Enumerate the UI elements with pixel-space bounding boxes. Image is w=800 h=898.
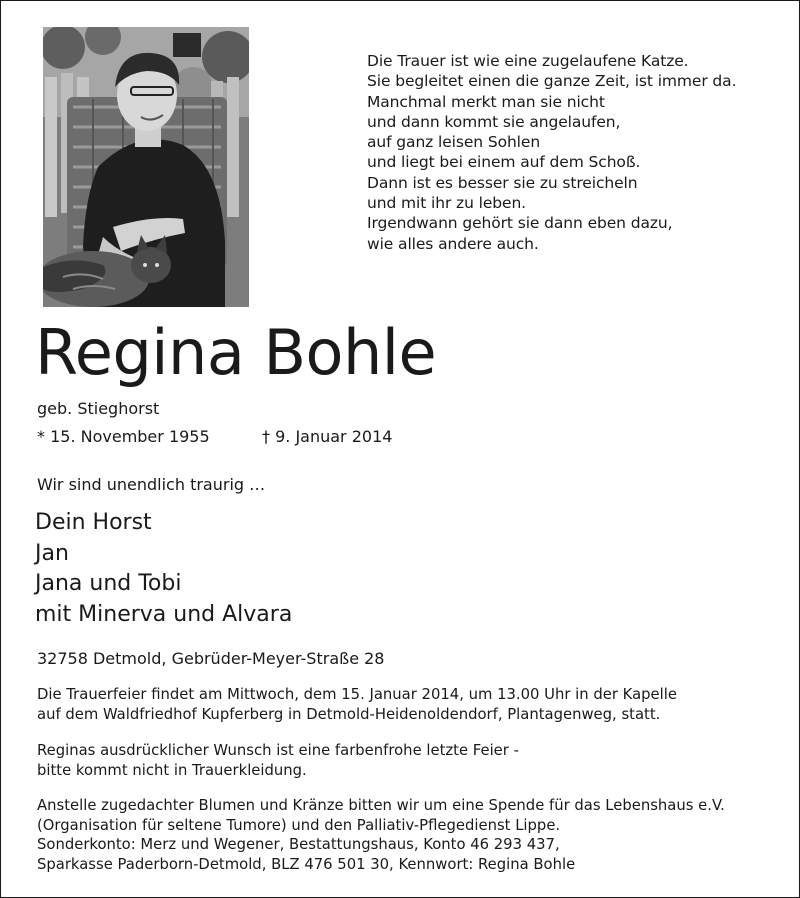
- poem-line: und dann kommt sie angelaufen,: [367, 112, 621, 131]
- wish-line: bitte kommt nicht in Trauerkleidung.: [37, 761, 307, 779]
- life-dates: [37, 427, 393, 447]
- death-date: † 9. Januar 2014: [262, 427, 393, 446]
- donation-line: (Organisation für seltene Tumore) und den Palliativ-Pflegedienst Lippe.: [37, 816, 561, 834]
- portrait-photo: [43, 27, 249, 307]
- donation-info: [37, 796, 725, 874]
- poem-line: Die Trauer ist wie eine zugelaufene Katze.: [367, 52, 689, 70]
- mourner-name: mit Minerva und Alvara: [35, 601, 293, 627]
- mourner-name: Jan: [35, 540, 69, 566]
- poem-line: wie alles andere auch.: [367, 234, 539, 253]
- poem-line: Irgendwann gehört sie dann eben dazu,: [367, 214, 673, 233]
- dress-wish: [37, 741, 519, 780]
- maiden-name: geb. Stieghorst: [37, 399, 160, 418]
- poem-line: und liegt bei einem auf dem Schoß.: [367, 153, 641, 172]
- mourners-list: [35, 508, 292, 630]
- wish-line: Reginas ausdrücklicher Wunsch ist eine farbenfrohe letzte Feier -: [37, 742, 519, 759]
- funeral-line: auf dem Waldfriedhof Kupferberg in Detmold-Heidenoldendorf, Plantagenweg, statt.: [37, 705, 661, 723]
- funeral-info: [37, 685, 677, 724]
- donation-line: Anstelle zugedachter Blumen und Kränze bitten wir um eine Spende für das Lebenshaus e.V.: [37, 797, 725, 814]
- birth-date: * 15. November 1955: [37, 427, 210, 446]
- family-address: 32758 Detmold, Gebrüder-Meyer-Straße 28: [37, 649, 385, 668]
- poem-line: und mit ihr zu leben.: [367, 194, 527, 213]
- poem-line: Manchmal merkt man sie nicht: [367, 92, 605, 111]
- poem-line: Sie begleitet einen die ganze Zeit, ist immer da.: [367, 72, 737, 91]
- donation-line: Sparkasse Paderborn-Detmold, BLZ 476 501 30, Kennwort: Regina Bohle: [37, 855, 576, 873]
- mourning-intro: Wir sind unendlich traurig …: [37, 475, 266, 494]
- funeral-line: Die Trauerfeier findet am Mittwoch, dem 15. Januar 2014, um 13.00 Uhr in der Kapelle: [37, 686, 677, 703]
- poem-line: Dann ist es besser sie zu streicheln: [367, 173, 638, 192]
- poem-line: auf ganz leisen Sohlen: [367, 133, 541, 152]
- mourner-name: Jana und Tobi: [35, 571, 182, 596]
- donation-line: Sonderkonto: Merz und Wegener, Bestattungshaus, Konto 46 293 437,: [37, 836, 560, 853]
- deceased-name: Regina Bohle: [35, 316, 437, 389]
- poem: [367, 51, 787, 254]
- mourner-name: Dein Horst: [35, 510, 152, 535]
- portrait-photo-image: [43, 27, 249, 307]
